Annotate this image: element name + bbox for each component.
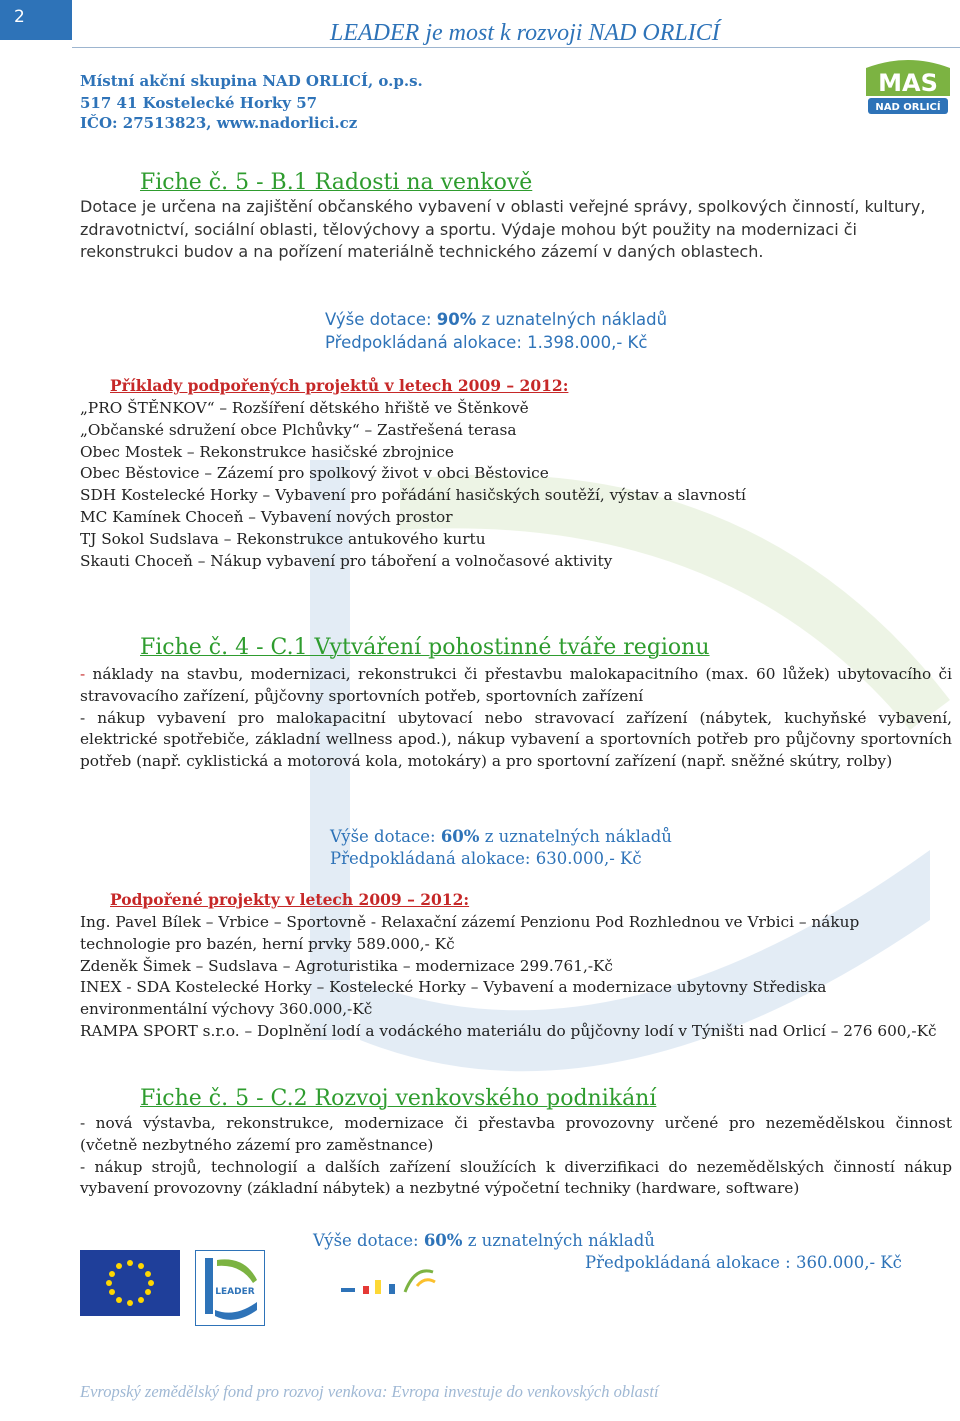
list-item: RAMPA SPORT s.r.o. – Doplnění lodí a vodáckého materiálu do půjčovny lodí v Týništi nad Orlicí – 276 600,-Kč xyxy=(80,1021,937,1040)
section3-rate-suffix: z uznatelných nákladů xyxy=(462,1231,655,1250)
footer-text: Evropský zemědělský fond pro rozvoj venkova: Evropa investuje do venkovských oblastí xyxy=(80,1382,659,1401)
page-number: 2 xyxy=(0,0,72,40)
list-item: Ing. Pavel Bílek – Vrbice – Sportovně - Relaxační zázemí Penzionu Pod Rozhlednou ve Vrbici – nákup technologie pro bazén, herní prvky 589.000,- Kč xyxy=(80,913,860,953)
section3-rate-prefix: Výše dotace: xyxy=(313,1231,424,1250)
eu-flag-logo xyxy=(80,1250,180,1316)
section1-rate-suffix: z uznatelných nákladů xyxy=(476,310,668,329)
fiche-c2-title: Fiche č. 5 - C.2 Rozvoj venkovského podnikání xyxy=(140,1086,657,1111)
org-address: 517 41 Kostelecké Horky 57 xyxy=(80,94,318,112)
section3-rate-value: 60% xyxy=(423,1231,463,1250)
list-item: INEX - SDA Kostelecké Horky – Kostelecké Horky – Vybavení a modernizace ubytovny Střediska environmentální výchovy 360.000,-Kč xyxy=(80,978,827,1019)
section3-para2: - nákup strojů, technologií a dalších zařízení sloužících k diverzifikaci do nezemědělských činností nákup vybavení provozovny (základní nábytek) a nezbytné výpočetní techniky (hardware, software) xyxy=(80,1157,952,1198)
section1-para2: Výdaje mohou být použity na modernizaci či rekonstrukci budov a na pořízení materiálně technického zázemí v daných oblastech. xyxy=(80,219,857,261)
list-item: MC Kamínek Choceň – Vybavení nových prostor xyxy=(80,507,453,526)
section2-rate xyxy=(330,826,672,848)
section1-rate-prefix: Výše dotace: xyxy=(325,310,437,329)
section1-alloc: Předpokládaná alokace: 1.398.000,- Kč xyxy=(325,333,648,352)
list-item: Skauti Choceň – Nákup vybavení pro táboření a volnočasové aktivity xyxy=(80,551,613,570)
org-id-web: IČO: 27513823, www.nadorlici.cz xyxy=(80,114,358,132)
section2-alloc: Předpokládaná alokace: 630.000,- Kč xyxy=(330,849,642,868)
section2-rate-value: 60% xyxy=(440,827,480,846)
header-rule xyxy=(72,47,960,48)
leader-logo xyxy=(195,1250,265,1326)
section2-projects-heading: Podpořené projekty v letech 2009 – 2012: xyxy=(110,890,470,909)
section1-examples-list xyxy=(80,398,746,572)
section1-examples-heading: Příklady podpořených projektů v letech 2009 – 2012: xyxy=(110,376,569,395)
section2-para1-block xyxy=(80,664,952,708)
fiche-b1-title: Fiche č. 5 - B.1 Radosti na venkově xyxy=(140,170,533,195)
mas-logo-bottom-text: NAD ORLICÍ xyxy=(875,102,941,113)
section2-projects-list xyxy=(80,912,945,1043)
section2-rate-prefix: Výše dotace: xyxy=(330,827,441,846)
mas-logo-top-text: MAS xyxy=(878,69,938,97)
list-item: „Občanské sdružení obce Plchůvky“ – Zastřešená terasa xyxy=(80,420,517,439)
list-item: Zdeněk Šimek – Sudslava – Agroturistika – modernizace 299.761,-Kč xyxy=(80,956,613,975)
section1-para1: Dotace je určena na zajištění občanského vybavení v oblasti veřejné správy, spolkových činností, kultury, zdravotnictví, sociální oblasti, tělovýchovy a sportu. xyxy=(80,197,926,239)
section3-para1: - nová výstavba, rekonstrukce, modernizace či přestavba provozovny určené pro nezemědělskou činnost (včetně nezbytného zázemí pro zaměstnance) xyxy=(80,1114,952,1154)
list-item: Obec Mostek – Rekonstrukce hasičské zbrojnice xyxy=(80,442,454,461)
list-item: Obec Běstovice – Zázemí pro spolkový život v obci Běstovice xyxy=(80,464,549,483)
section1-rate xyxy=(325,309,667,331)
list-item: SDH Kostelecké Horky – Vybavení pro pořádání hasičských soutěží, výstav a slavností xyxy=(80,486,746,505)
leader-logo-text: LEADER xyxy=(215,1287,255,1297)
list-item: TJ Sokol Sudslava – Rekonstrukce antukového kurtu xyxy=(80,529,486,548)
header-title: LEADER je most k rozvoji NAD ORLICÍ xyxy=(330,20,720,46)
section2-para1-dash: - xyxy=(80,665,86,683)
org-name: Místní akční skupina NAD ORLICÍ, o.p.s. xyxy=(80,72,423,90)
section1-description xyxy=(80,196,940,264)
list-item: „PRO ŠTĚNKOV“ – Rozšíření dětského hřiště ve Štěnkově xyxy=(80,399,529,417)
section2-rate-suffix: z uznatelných nákladů xyxy=(479,827,672,846)
section2-para2: - nákup vybavení pro malokapacitní ubytovací nebo stravovací zařízení (nábytek, kuchyňské vybavení, elektrické spotřebiče, základní wellness apod.), nákup vybavení a sportovních potřeb pro půjčovny sportovních potřeb (např. cyklistická a motorová kola, motokáry) a pro sportovní zařízení (např. sněžné skútry, rolby) xyxy=(80,708,952,771)
rural-program-logo xyxy=(335,1262,440,1302)
section2-description xyxy=(80,664,952,773)
fiche-c1-title: Fiche č. 4 - C.1 Vytváření pohostinné tváře regionu xyxy=(140,635,710,660)
section1-rate-value: 90% xyxy=(436,310,477,329)
section2-para1: náklady na stavbu, modernizaci, rekonstrukci či přestavbu malokapacitního (max. 60 lůžek) ubytovacího či stravovacího zařízení, půjčovny sportovních potřeb, sportovních zařízení xyxy=(80,665,952,705)
mas-logo xyxy=(862,56,954,118)
section3-alloc: Předpokládaná alokace : 360.000,- Kč xyxy=(585,1253,902,1272)
section3-rate xyxy=(313,1230,655,1252)
section3-description xyxy=(80,1113,952,1200)
